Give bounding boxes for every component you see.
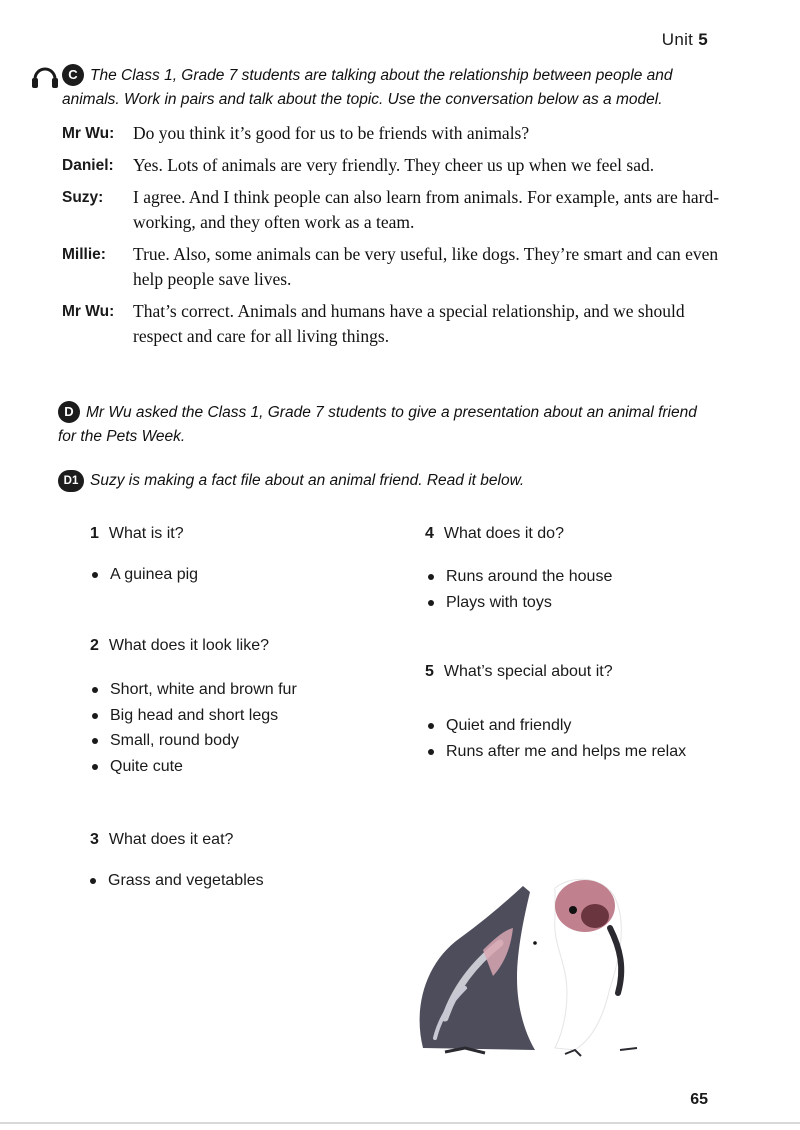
list-item: Runs around the house — [426, 564, 612, 590]
list-item: Small, round body — [90, 728, 297, 754]
dialogue-line: Do you think it’s good for us to be friends with animals? — [133, 123, 530, 143]
dialogue-turn — [62, 242, 722, 292]
section-c-text: The Class 1, Grade 7 students are talking about the relationship between people and animals. Work in pairs and talk about the topic. Use the conversation below as a model. — [62, 67, 673, 108]
question-number: 2 — [90, 637, 99, 654]
list-item: A guinea pig — [90, 562, 198, 588]
speaker: Millie: — [62, 246, 106, 263]
headphones-icon[interactable] — [30, 62, 60, 97]
fact-answers-3 — [88, 868, 264, 894]
unit-number: 5 — [698, 30, 708, 49]
dialogue-line: True. Also, some animals can be very useful, like dogs. They’re smart and can even help people save lives. — [133, 244, 719, 289]
section-c-badge: C — [62, 64, 84, 86]
section-d1-badge: D1 — [58, 470, 84, 492]
list-item: Big head and short legs — [90, 703, 297, 729]
list-item: Quiet and friendly — [426, 713, 686, 739]
dialogue-line: Yes. Lots of animals are very friendly. They cheer us up when we feel sad. — [133, 155, 655, 175]
question-number: 5 — [425, 663, 434, 680]
question-text: What’s special about it? — [443, 663, 613, 680]
page-number: 65 — [690, 1091, 708, 1108]
dialogue-turn — [62, 185, 722, 235]
section-d1-text: Suzy is making a fact file about an animal friend. Read it below. — [90, 472, 525, 489]
list-item: Plays with toys — [426, 590, 612, 616]
speaker: Daniel: — [62, 157, 114, 174]
dialogue — [62, 121, 722, 356]
dialogue-turn — [62, 153, 722, 178]
list-item: Short, white and brown fur — [90, 677, 297, 703]
question-text: What does it look like? — [108, 637, 269, 654]
question-number: 3 — [90, 831, 99, 848]
question-text: What is it? — [108, 525, 184, 542]
fact-question-1 — [90, 525, 184, 543]
section-d-text: Mr Wu asked the Class 1, Grade 7 students to give a presentation about an animal friend for the Pets Week. — [58, 404, 697, 445]
unit-header — [662, 30, 708, 50]
section-d-intro — [58, 401, 708, 449]
question-number: 1 — [90, 525, 99, 542]
dialogue-turn — [62, 121, 722, 146]
fact-answers-2 — [90, 677, 297, 779]
page-divider — [0, 1122, 800, 1124]
section-d1-intro — [58, 469, 708, 493]
question-number: 4 — [425, 525, 434, 542]
dialogue-line: I agree. And I think people can also learn from animals. For example, ants are hard-working, and they often work as a team. — [133, 187, 720, 232]
guinea-pig-illustration — [405, 868, 655, 1073]
dialogue-line: That’s correct. Animals and humans have a special relationship, and we should respect and care for all living things. — [133, 301, 685, 346]
fact-question-3 — [90, 831, 233, 849]
question-text: What does it do? — [443, 525, 564, 542]
fact-question-5 — [425, 663, 613, 681]
list-item: Quite cute — [90, 754, 297, 780]
dialogue-turn — [62, 299, 722, 349]
speaker: Suzy: — [62, 189, 104, 206]
speaker: Mr Wu: — [62, 303, 115, 320]
unit-label: Unit — [661, 30, 694, 49]
list-item: Grass and vegetables — [88, 868, 264, 894]
section-c-intro — [62, 64, 712, 112]
fact-question-2 — [90, 637, 269, 655]
question-text: What does it eat? — [108, 831, 234, 848]
fact-question-4 — [425, 525, 564, 543]
fact-answers-1 — [90, 562, 198, 588]
fact-answers-4 — [426, 564, 612, 615]
list-item: Runs after me and helps me relax — [426, 739, 686, 765]
speaker: Mr Wu: — [62, 125, 115, 142]
section-d-badge: D — [58, 401, 80, 423]
fact-answers-5 — [426, 713, 686, 764]
